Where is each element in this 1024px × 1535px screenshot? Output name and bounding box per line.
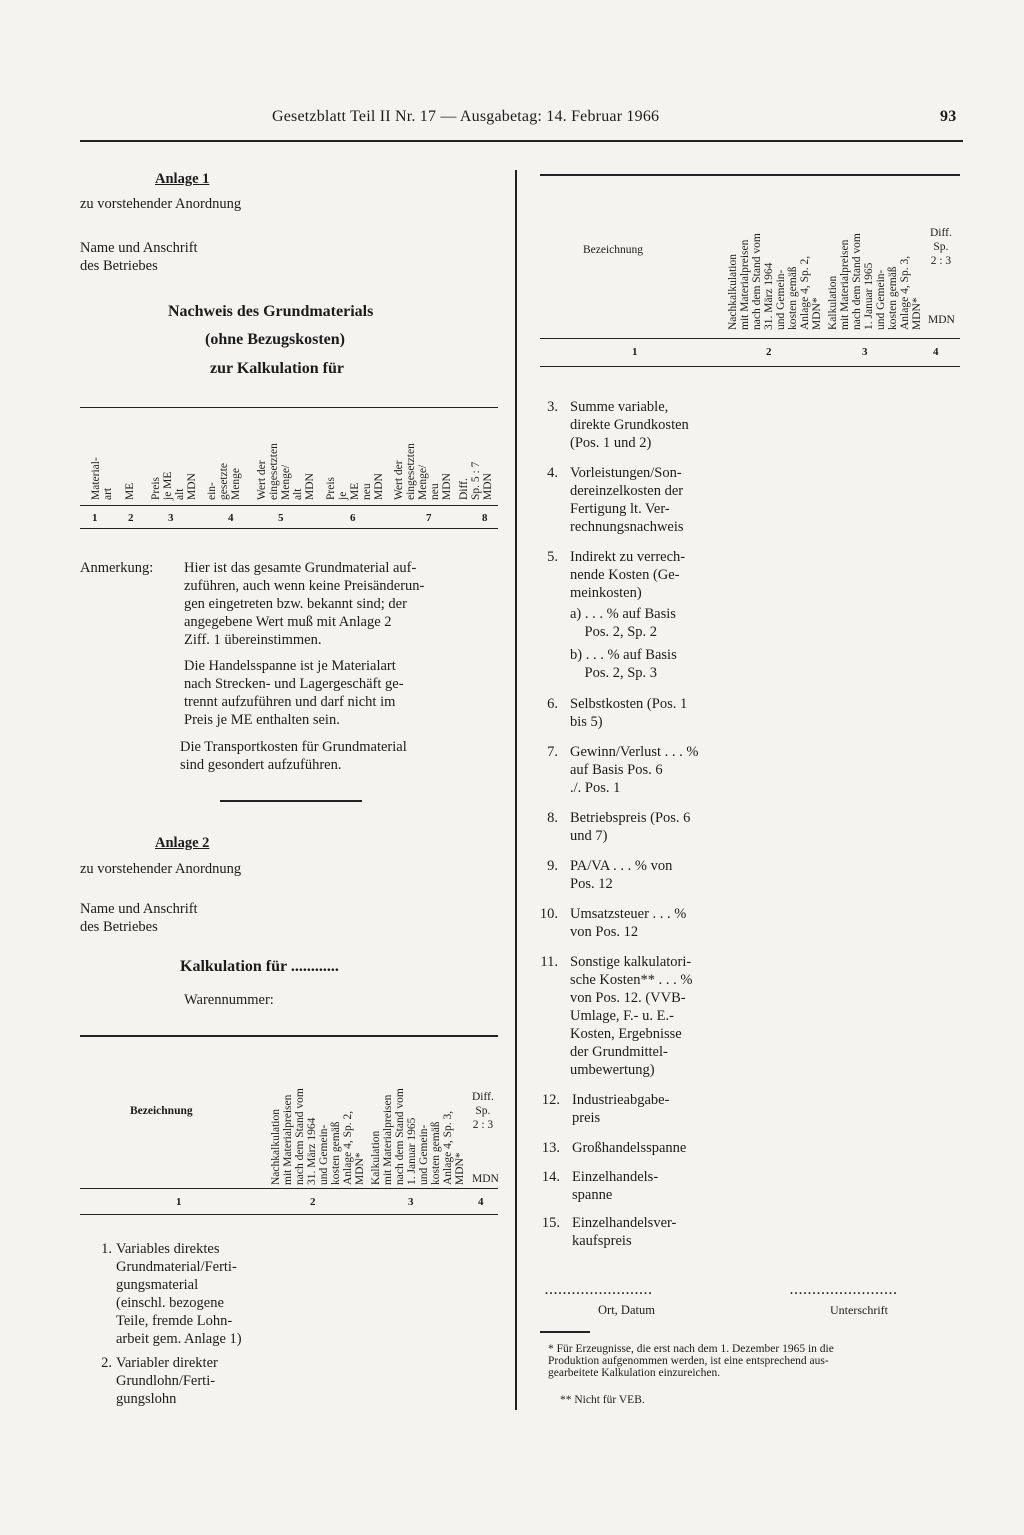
table1-colnum: 7 bbox=[426, 512, 432, 524]
warennummer-label: Warennummer: bbox=[184, 992, 274, 1008]
table1-col6: Preis je ME neu MDN bbox=[325, 473, 385, 500]
table3-col4: Diff. Sp. 2 : 3 bbox=[930, 227, 952, 267]
note-paragraph-2: Die Handelsspanne ist je Materialart nach Strecken- und Lagergeschäft ge- trennt aufzuführen und darf nicht im Preis je ME enthalten sein. bbox=[184, 658, 404, 728]
anlage1-heading: Anlage 1 bbox=[155, 171, 210, 187]
table2-colnum: 3 bbox=[408, 1196, 414, 1208]
anlage2-name-line2: des Betriebes bbox=[80, 919, 158, 935]
table1-top-rule bbox=[80, 407, 498, 408]
anlage2-subheading: zu vorstehender Anordnung bbox=[80, 861, 242, 877]
table1-col5: Wert der eingesetzten Menge/ alt MDN bbox=[256, 443, 316, 500]
table1-mid-rule bbox=[80, 505, 498, 506]
table3-top-rule bbox=[540, 174, 960, 176]
table2-colnum: 4 bbox=[478, 1196, 484, 1208]
table1-col8: Diff. Sp. 5 : 7 MDN bbox=[458, 461, 494, 500]
signature-dots-right: ........................ bbox=[790, 1283, 898, 1297]
anlage1-name-line1: Name und Anschrift bbox=[80, 240, 198, 256]
table3-colnum: 1 bbox=[632, 346, 638, 358]
page-number: 93 bbox=[940, 108, 957, 125]
table2-col1: Bezeichnung bbox=[130, 1105, 193, 1117]
table1-col4: ein- gesetzte Menge bbox=[206, 462, 242, 500]
footnote-rule bbox=[540, 1331, 590, 1333]
header-rule bbox=[80, 140, 963, 142]
table3-bottom-rule bbox=[540, 366, 960, 367]
table1-col2: ME bbox=[124, 482, 136, 500]
table3-colnum: 4 bbox=[933, 346, 939, 358]
table1-colnum: 8 bbox=[482, 512, 488, 524]
table1-col3: Preis je ME alt MDN bbox=[150, 471, 198, 500]
table3-col2: Nachkalkulation mit Materialpreisen nach dem Stand vom 31. März 1964 und Gemein- kosten gemäß Anlage 4, Sp. 2, MDN* bbox=[727, 233, 823, 330]
table3-mid-rule bbox=[540, 338, 960, 339]
table3-colnum: 2 bbox=[766, 346, 772, 358]
anlage2-name-line1: Name und Anschrift bbox=[80, 901, 198, 917]
anlage2-heading: Anlage 2 bbox=[155, 835, 210, 851]
table3-col4-unit: MDN bbox=[928, 314, 955, 326]
table1-colnum: 1 bbox=[92, 512, 98, 524]
anlage1-title2: (ohne Bezugskosten) bbox=[205, 331, 346, 348]
table2-colnum: 1 bbox=[176, 1196, 182, 1208]
table2-col3: Kalkulation mit Materialpreisen nach dem Stand vom 1. Januar 1965 und Gemein- kosten gemäß Anlage 4, Sp. 3, MDN* bbox=[370, 1088, 466, 1185]
anlage2-title: Kalkulation für ............ bbox=[180, 958, 339, 975]
running-header: Gesetzblatt Teil II Nr. 17 — Ausgabetag: 14. Februar 1966 bbox=[272, 108, 660, 125]
unterschrift-label: Unterschrift bbox=[830, 1303, 888, 1317]
table1-colnum: 5 bbox=[278, 512, 284, 524]
table1-colnum: 2 bbox=[128, 512, 134, 524]
ort-datum-label: Ort, Datum bbox=[598, 1303, 655, 1317]
note-label: Anmerkung: bbox=[80, 560, 154, 576]
table1-bottom-rule bbox=[80, 528, 498, 529]
table2-bottom-rule bbox=[80, 1214, 498, 1215]
table2-col2: Nachkalkulation mit Materialpreisen nach dem Stand vom 31. März 1964 und Gemein- kosten gemäß Anlage 4, Sp. 2, MDN* bbox=[270, 1088, 366, 1185]
table1-colnum: 6 bbox=[350, 512, 356, 524]
note-paragraph-1: Hier ist das gesamte Grundmaterial auf- zuführen, auch wenn keine Preisänderun- gen eingetreten bzw. bekannt sind; der angegebene Wert muß mit Anlage 2 Ziff. 1 übereinstimmen. bbox=[184, 560, 425, 648]
table3-colnum: 3 bbox=[862, 346, 868, 358]
anlage1-subheading: zu vorstehender Anordnung bbox=[80, 196, 242, 212]
section-separator bbox=[220, 800, 362, 802]
anlage1-name-line2: des Betriebes bbox=[80, 258, 158, 274]
note-paragraph-3: Die Transportkosten für Grundmaterial sind gesondert aufzuführen. bbox=[180, 739, 407, 773]
table2-top-rule bbox=[80, 1035, 498, 1037]
table1-col7: Wert der eingesetzten Menge/ neu MDN bbox=[393, 443, 453, 500]
footnote-1: * Für Erzeugnisse, die erst nach dem 1. Dezember 1965 in die Produktion aufgenommen werden, ist eine entsprechend aus- gearbeitete Kalkulation einzureichen. bbox=[548, 1343, 834, 1379]
table2-mid-rule bbox=[80, 1188, 498, 1189]
table1-col1: Material- art bbox=[90, 457, 114, 500]
table1-colnum: 4 bbox=[228, 512, 234, 524]
signature-dots-left: ........................ bbox=[545, 1283, 653, 1297]
table3-col3: Kalkulation mit Materialpreisen nach dem Stand vom 1. Januar 1965 und Gemein- kosten gemäß Anlage 4, Sp. 3, MDN* bbox=[827, 233, 923, 330]
table3-col1: Bezeichnung bbox=[583, 244, 644, 256]
anlage1-title3: zur Kalkulation für bbox=[210, 360, 344, 377]
table2-colnum: 2 bbox=[310, 1196, 316, 1208]
table2-col4: Diff. Sp. 2 : 3 bbox=[472, 1091, 494, 1131]
table2-col4-unit: MDN bbox=[472, 1173, 499, 1185]
column-divider bbox=[515, 170, 517, 1410]
footnote-2: ** Nicht für VEB. bbox=[560, 1394, 645, 1406]
anlage1-title1: Nachweis des Grundmaterials bbox=[168, 303, 374, 320]
table1-colnum: 3 bbox=[168, 512, 174, 524]
